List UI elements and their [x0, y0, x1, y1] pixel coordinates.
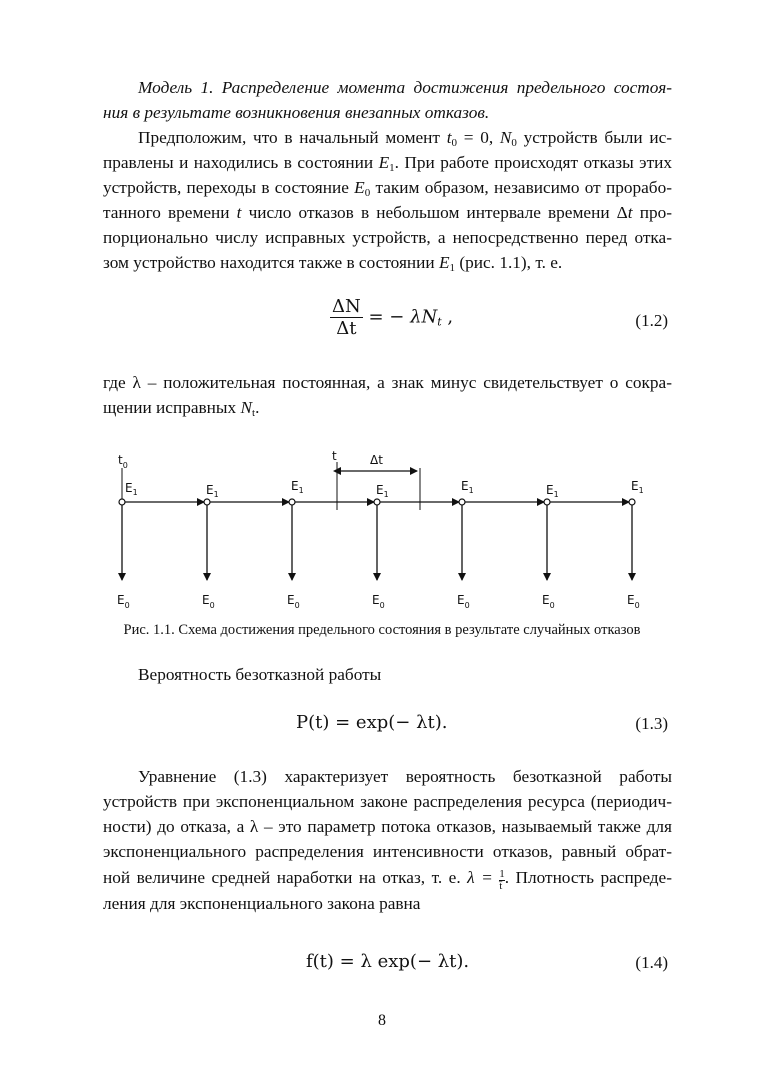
text-segment: = 0,	[457, 128, 500, 147]
text-segment: 0	[364, 187, 371, 199]
text-segment: про-	[632, 203, 672, 222]
text-segment: E	[354, 178, 365, 197]
state-node	[544, 499, 550, 505]
upper-state-label: $E_1$	[206, 483, 219, 499]
equation-number: (1.4)	[635, 953, 668, 972]
text-line	[103, 792, 672, 812]
text-segment: . Плотность распреде-	[504, 868, 672, 887]
text-segment: ления для экспоненциального закона равна	[103, 894, 421, 913]
state-node	[629, 499, 635, 505]
upper-state-label: $E_1$	[631, 479, 644, 495]
text-line	[138, 665, 672, 685]
text-segment: N	[240, 398, 253, 417]
fraction-numerator: ΔN	[332, 296, 361, 317]
figure-caption: Рис. 1.1. Схема достижения предельного состояния в результате случайных отказов	[123, 622, 641, 638]
state-node	[289, 499, 295, 505]
text-line	[103, 203, 672, 223]
state-transition-diagram	[0, 440, 764, 620]
text-segment: t	[236, 203, 242, 222]
text-line	[103, 398, 672, 423]
lower-state-label: $E_0$	[287, 593, 300, 610]
text-segment: (рис. 1.1), т. е.	[455, 253, 563, 272]
text-segment: Уравнение (1.3) характеризует вероятность безотказной работы	[138, 767, 672, 786]
text-segment: правлены и находились в состоянии	[103, 153, 379, 172]
fraction-denominator: Δt	[336, 318, 357, 339]
text-segment: t	[446, 128, 452, 147]
lower-state-label: $E_0$	[627, 593, 640, 610]
text-line	[103, 253, 672, 278]
text-segment: устройств при экспоненциальном законе распределения ресурса (периодич-	[103, 792, 672, 811]
text-segment: зом устройство находится также в состоянии	[103, 253, 439, 272]
text-line	[103, 373, 672, 393]
fraction-denominator: t̄	[499, 880, 503, 892]
formula-1-3: P(t) = exp(− λt).	[296, 712, 448, 733]
t-label: t	[332, 449, 337, 463]
text-segment: Вероятность безотказной работы	[138, 665, 382, 684]
text-segment: ной величине средней наработки на отказ, т. е.	[103, 868, 468, 887]
text-line	[103, 894, 672, 914]
formula-1-2	[330, 296, 453, 339]
state-node	[374, 499, 380, 505]
text-segment: ности) до отказа, а λ – это параметр потока отказов, называемый также для	[103, 817, 672, 836]
text-segment: таким образом, независимо от прорабо-	[370, 178, 672, 197]
text-line	[103, 153, 672, 178]
text-segment: Модель 1. Распределение момента достижения предельного состоя-	[138, 78, 672, 97]
text-segment: t	[252, 407, 256, 419]
text-segment: N	[499, 128, 512, 147]
dt-label: Δt	[370, 453, 383, 467]
text-segment: порционально числу исправных устройств, а непосредственно перед отка-	[103, 228, 672, 247]
lower-state-label: $E_0$	[457, 593, 470, 610]
text-line	[103, 842, 672, 862]
lower-state-label: $E_0$	[542, 593, 555, 610]
text-segment: устройств, переходы в состояние	[103, 178, 355, 197]
equation-number: (1.3)	[635, 714, 668, 733]
text-segment: E	[378, 153, 390, 172]
text-segment: 1	[449, 262, 456, 274]
text-segment: .	[255, 398, 260, 417]
fraction	[330, 296, 363, 339]
text-segment: 0	[451, 137, 458, 149]
text-segment: E	[438, 253, 450, 272]
equation-number: (1.2)	[635, 311, 668, 330]
text-segment: устройств были ис-	[516, 128, 672, 147]
text-segment: . При работе происходят отказы этих	[394, 153, 673, 172]
text-segment: где λ – положительная постоянная, а знак минус свидетельствует о сокра-	[103, 373, 672, 392]
text-segment: число отказов в небольшом интервале времени Δ	[241, 203, 628, 222]
upper-state-label: $E_1$	[546, 483, 559, 499]
text-line	[138, 128, 672, 153]
text-line	[103, 228, 672, 248]
text-segment: экспоненциального распределения интенсивности отказов, равный обрат-	[103, 842, 672, 861]
t0-label: $t_0$	[118, 453, 128, 470]
text-segment: ния в результате возникновения внезапных отказов.	[103, 103, 490, 122]
lower-state-label: $E_0$	[202, 593, 215, 610]
text-segment: танного времени	[103, 203, 237, 222]
state-node	[204, 499, 210, 505]
upper-state-label: $E_1$	[291, 479, 304, 495]
text-line	[103, 178, 672, 203]
upper-state-label: $E_1$	[125, 481, 138, 497]
fraction-numerator: 1	[499, 868, 505, 880]
state-node	[119, 499, 125, 505]
text-segment: Предположим, что в начальный момент	[138, 128, 447, 147]
formula-rhs: = − λN	[368, 306, 438, 328]
state-node	[459, 499, 465, 505]
text-line	[103, 103, 672, 123]
page-number: 8	[378, 1012, 386, 1029]
text-line	[138, 767, 672, 787]
text-line	[103, 817, 672, 837]
upper-state-label: $E_1$	[461, 479, 474, 495]
text-segment: 0	[511, 137, 517, 149]
lower-state-label: $E_0$	[372, 593, 385, 610]
formula-1-4: f(t) = λ exp(− λt).	[306, 951, 470, 972]
text-segment: 1	[389, 162, 395, 174]
text-segment: t	[627, 203, 633, 222]
text-line	[138, 78, 672, 98]
lower-state-label: $E_0$	[117, 593, 130, 610]
lambda-symbol: λ =	[467, 868, 500, 887]
text-line-lambda	[103, 868, 672, 892]
text-segment: щении исправных	[103, 398, 241, 417]
formula-tail: ,	[441, 306, 454, 328]
upper-state-label: $E_1$	[376, 483, 389, 499]
formula-subscript: t	[437, 315, 442, 329]
